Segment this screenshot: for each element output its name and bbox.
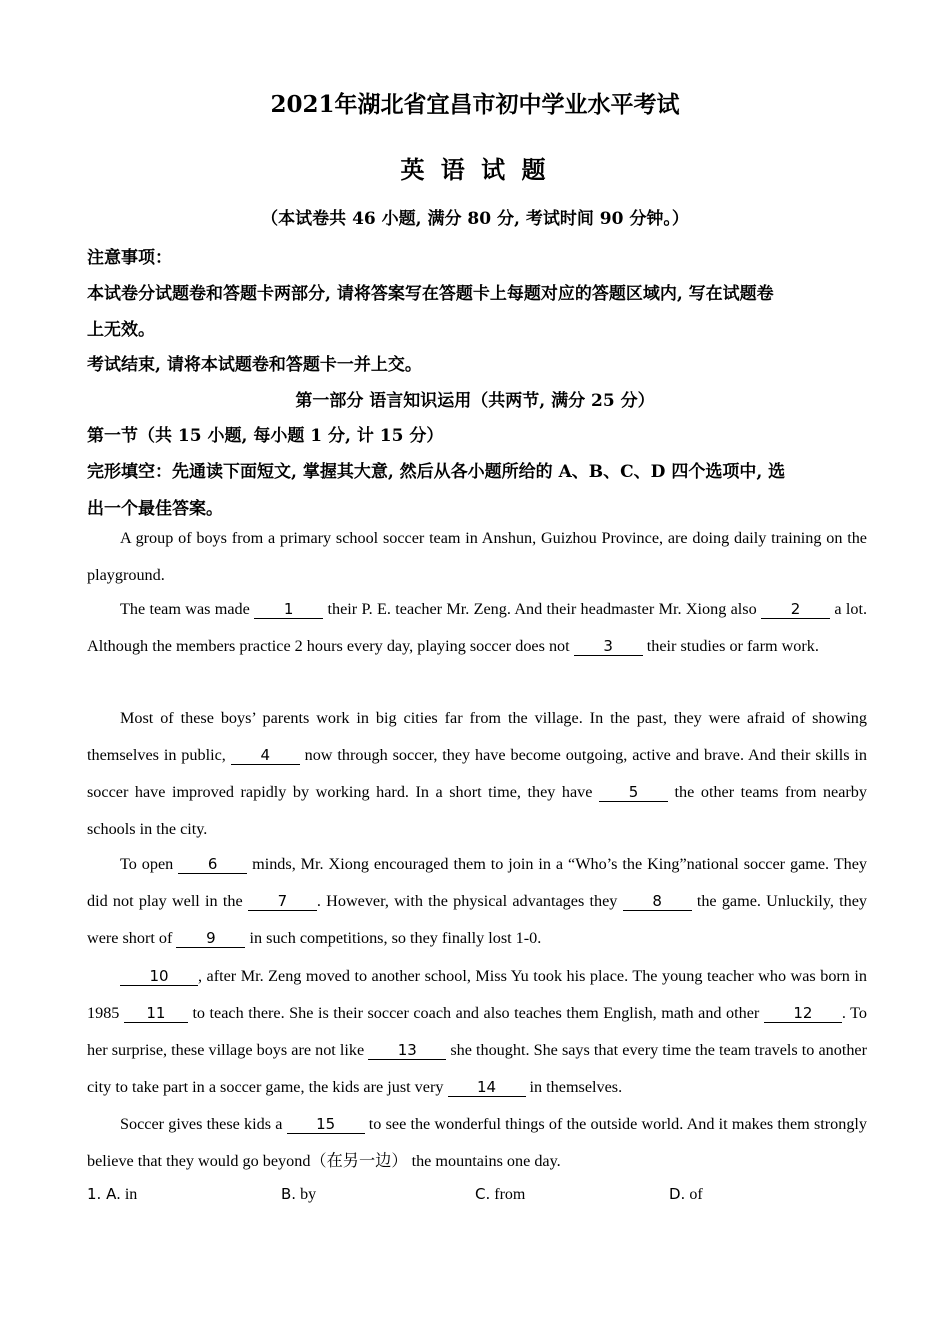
text-segment: the game. Unluckily, they were short of [87, 892, 868, 947]
text-segment: , after Mr. Zeng moved to another school, Miss Yu took his place. The young teacher who was born in 1985 [87, 967, 867, 1022]
text-segment: now through soccer, they have become outgoing, active and brave. And their skills in soccer have improved rapidly by working hard. In a short time, they have [87, 746, 867, 801]
passage-paragraph-6 [87, 1106, 867, 1180]
option-b-text: by [296, 1186, 317, 1203]
option-a [87, 1185, 137, 1204]
text-segment: to see the wonderful things of the outside world. And it makes them strongly believe that they would go beyond（在另一边） the mountains one day. [87, 1115, 868, 1170]
passage-paragraph-4 [87, 846, 867, 957]
option-a-label: 1. A. [87, 1185, 121, 1203]
part-heading: 第一部分 语言知识运用（共两节, 满分 25 分） [295, 391, 655, 411]
blank-14: 14 [448, 1078, 526, 1097]
text-segment: To open [120, 855, 179, 873]
text-segment: in such competitions, so they finally lost 1-0. [245, 929, 542, 947]
text-segment: a lot. Although the members practice 2 hours every day, playing soccer does not [87, 600, 867, 655]
option-c-text: from [490, 1186, 526, 1203]
text-segment: . However, with the physical advantages they [316, 892, 623, 910]
option-d-label: D. [669, 1185, 686, 1203]
text-segment: . To her surprise, these village boys are not like [87, 1004, 867, 1059]
question-1-options [87, 1185, 863, 1207]
instruction-line-2: 出一个最佳答案。 [87, 499, 223, 519]
notice-line-2: 上无效。 [87, 320, 155, 340]
blank-7: 7 [248, 892, 317, 911]
text-segment: Soccer gives these kids a [120, 1115, 287, 1133]
passage-paragraph-5 [87, 958, 867, 1106]
blank-6: 6 [178, 855, 247, 874]
option-d [669, 1185, 703, 1204]
blank-11: 11 [124, 1004, 188, 1023]
text-segment: their studies or farm work. [642, 637, 819, 655]
exam-title: 2021年湖北省宜昌市初中学业水平考试 [270, 91, 680, 118]
text-segment: in themselves. [525, 1078, 623, 1096]
option-b-label: B. [281, 1185, 297, 1203]
blank-10: 10 [120, 967, 198, 986]
option-b [281, 1185, 316, 1204]
blank-8: 8 [623, 892, 692, 911]
blank-13: 13 [368, 1041, 446, 1060]
text-segment: to teach there. She is their soccer coach and also teaches them English, math and other [187, 1004, 764, 1022]
notice-line-3: 考试结束, 请将本试题卷和答题卡一并上交。 [87, 355, 422, 375]
text-segment: their P. E. teacher Mr. Zeng. And their headmaster Mr. Xiong also [323, 600, 762, 618]
blank-2: 2 [761, 600, 830, 619]
blank-4: 4 [231, 746, 300, 765]
text-segment: minds, Mr. Xiong encouraged them to join in a “Who’s the King”national soccer game. They did not play well in the [87, 855, 867, 910]
instruction-line-1: 完形填空：先通读下面短文, 掌握其大意, 然后从各小题所给的 A、B、C、D 四个选项中, 选 [87, 462, 786, 482]
blank-15: 15 [287, 1115, 365, 1134]
passage-paragraph-1: A group of boys from a primary school soccer team in Anshun, Guizhou Province, are doing daily training on the playground. [87, 529, 867, 584]
text-segment: the other teams from nearby schools in the city. [87, 783, 867, 838]
text-segment: she thought. She says that every time the team travels to another city to take part in a soccer game, the kids are just very [87, 1041, 867, 1096]
passage-paragraph-3 [87, 700, 867, 848]
exam-info: （本试卷共 46 小题, 满分 80 分, 考试时间 90 分钟。） [261, 209, 689, 229]
option-c [475, 1185, 525, 1204]
notice-heading: 注意事项： [87, 248, 172, 268]
option-c-label: C. [475, 1185, 491, 1203]
text-segment: The team was made [120, 600, 255, 618]
text-segment: Most of these boys’ parents work in big cities far from the village. In the past, they were afraid of showing themselves in public, [87, 709, 867, 764]
notice-line-1: 本试卷分试题卷和答题卡两部分, 请将答案写在答题卡上每题对应的答题区域内, 写在试题卷 [87, 284, 774, 304]
section-heading: 第一节（共 15 小题, 每小题 1 分, 计 15 分） [87, 426, 444, 446]
blank-3: 3 [574, 637, 643, 656]
option-a-text: in [120, 1186, 138, 1203]
passage-paragraph-2 [87, 591, 867, 665]
blank-12: 12 [764, 1004, 842, 1023]
blank-1: 1 [254, 600, 323, 619]
option-d-text: of [685, 1186, 703, 1203]
blank-9: 9 [176, 929, 245, 948]
blank-5: 5 [599, 783, 668, 802]
subject-title: 英 语 试 题 [400, 155, 550, 184]
